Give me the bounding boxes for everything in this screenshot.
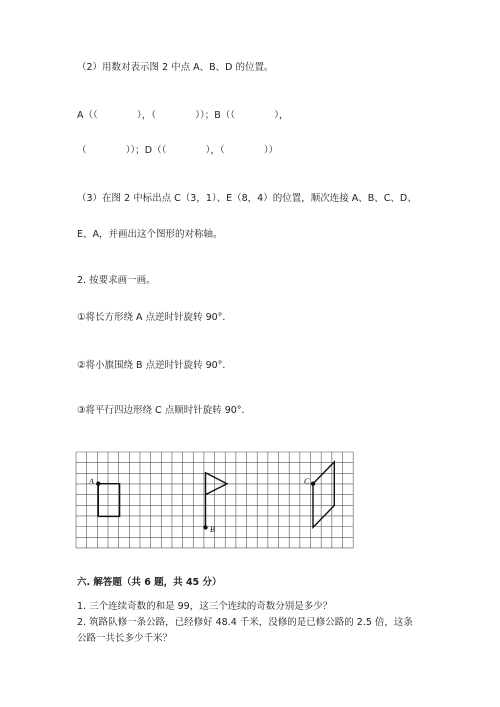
rectangle-shape: [98, 484, 119, 517]
q3-item-3: ③将平行四边形绕 C 点顺时针旋转 90°．: [77, 405, 252, 416]
section6-question-2-line2: 公路一共长多少千米？: [77, 633, 173, 644]
q2-part3-line2: E、A，并画出这个图形的对称轴。: [77, 229, 223, 240]
q3-item-2: ②将小旗围绕 B 点逆时针旋转 90°．: [77, 360, 232, 371]
q2-part2: （2）用数对表示图 2 中点 A、B、D 的位置。: [77, 62, 274, 73]
q2-part3-line1: （3）在图 2 中标出点 C（3，1）、E（8，4）的位置，顺次连接 A、B、C、D、: [77, 193, 417, 204]
section6-question-1: 1. 三个连续奇数的和是 99，这三个连续的奇数分别是多少？: [77, 601, 333, 612]
answer-line-a-b: A（（ ），（ ））；B（（ ），: [77, 110, 289, 121]
point-b: [203, 525, 207, 529]
label-b: B: [210, 525, 215, 534]
answer-line-b-d: （ ））；D（（ ），（ ））: [77, 145, 279, 156]
point-c: [311, 482, 315, 486]
label-c: C: [304, 477, 310, 486]
point-a: [96, 482, 100, 486]
q3-item-1: ①将长方形绕 A 点逆时针旋转 90°．: [77, 312, 232, 323]
flag-shape: [206, 473, 228, 528]
q3-title: 2. 按要求画一画。: [77, 275, 156, 286]
section6-heading: 六. 解答题（共 6 题，共 45 分）: [77, 577, 222, 588]
label-a: A: [89, 477, 94, 486]
section6-question-2-line1: 2. 筑路队修一条公路，已经修好 48.4 千米，没修的是已修公路的 2.5 倍，这条: [77, 617, 413, 628]
rotation-grid-figure: [75, 451, 355, 552]
